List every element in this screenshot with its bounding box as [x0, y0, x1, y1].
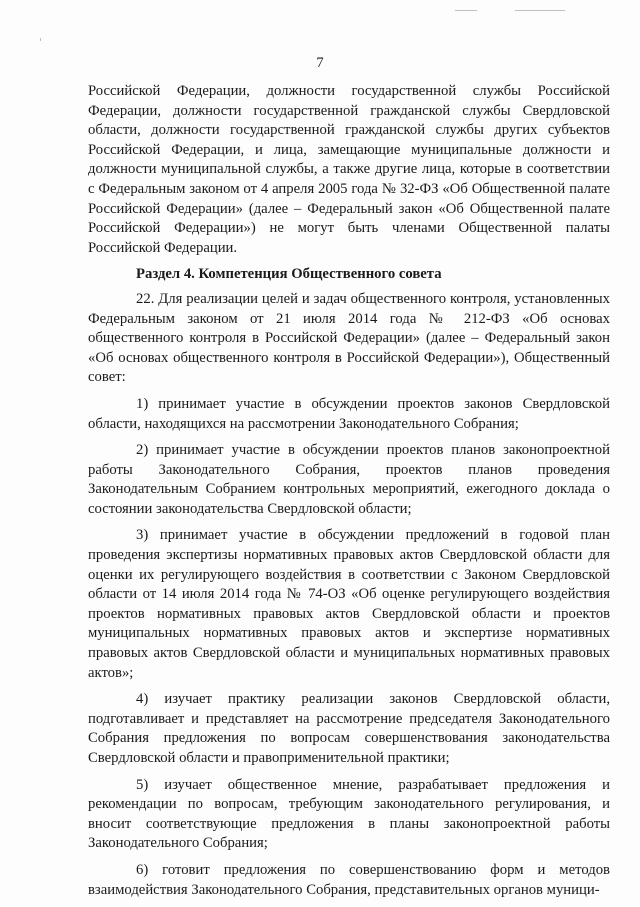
continuation-paragraph: Российской Федерации, должности государственной службы Российской Федерации, должности государственной гражданской службы Свердловской области, должности государственной гражданской службы других субъектов Российской Федерации, и лица, замещающие муниципальные должности и должности муниципальной службы, а также другие лица, которые в соответствии с Федеральным законом от 4 апреля 2005 года № 32-ФЗ «Об Общественной палате Российской Федерации» (далее – Федеральный закон «Об Общественной палате Российской Федерации») не могут быть членами Общественной палаты Российской Федерации. — [88, 83, 610, 256]
list-item-2: 2) принимает участие в обсуждении проектов планов законопроектной работы Законодательного Собрания, проектов планов проведения Законодательным Собранием контрольных мероприятий, ежегодного доклада о состоянии законодательства Свердловской области; — [88, 442, 610, 517]
list-item-1: 1) принимает участие в обсуждении проектов законов Свердловской области, находящихся на рассмотрении Законодательного Собрания; — [88, 395, 610, 432]
scan-artifact — [455, 10, 477, 11]
section-heading: Раздел 4. Компетенция Общественного совета — [136, 266, 442, 283]
paragraph-22: 22. Для реализации целей и задач общественного контроля, установленных Федеральным законом от 21 июля 2014 года № 212-ФЗ «Об основах общественного контроля в Российской Федерации» (далее – Федеральный закон «Об основах общественного контроля в Российской Федерации»), Общественный совет: — [88, 290, 610, 386]
list-item-4: 4) изучает практику реализации законов Свердловской области, подготавливает и представляет на рассмотрение председателя Законодательного Собрания предложения по вопросам совершенствования законодательства Свердловской области и правоприменительной практики; — [88, 691, 610, 766]
scan-artifact — [515, 10, 565, 11]
list-item-5: 5) изучает общественное мнение, разрабатывает предложения и рекомендации по вопросам, требующим законодательного регулирования, и вносит соответствующие предложения в планы законопроектной работы Законодательного Собрания; — [88, 776, 610, 852]
scan-artifact — [40, 38, 41, 41]
document-body — [88, 82, 610, 907]
page-number: 7 — [316, 55, 324, 71]
list-item-6: 6) готовит предложения по совершенствованию форм и методов взаимодействия Законодательного Собрания, представительных органов муници- — [88, 861, 610, 898]
list-item-3: 3) принимает участие в обсуждении предложений в годовой план проведения экспертизы нормативных правовых актов Свердловской области для оценки их регулирующего воздействия в соответствии с Законом Свердловской области от 14 июля 2014 года № 74-ОЗ «Об оценке регулирующего воздействия проектов нормативных правовых актов Свердловской области и проектов муниципальных нормативных правовых актов и экспертизе нормативных правовых актов Свердловской области и муниципальных нормативных правовых актов»; — [88, 527, 610, 681]
